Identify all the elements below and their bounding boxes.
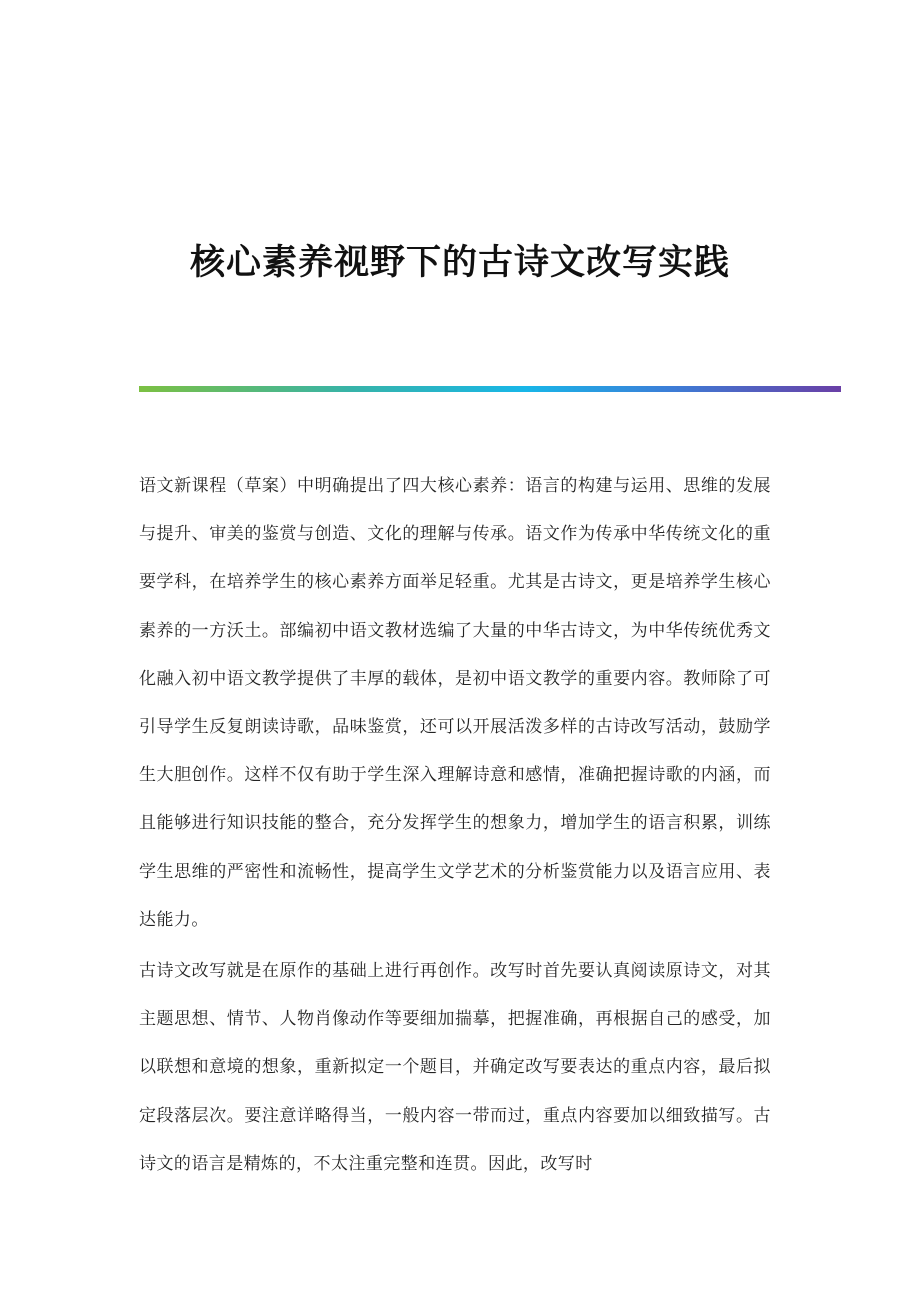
paragraph-1: 语文新课程（草案）中明确提出了四大核心素养：语言的构建与运用、思维的发展与提升、审美的鉴赏与创造、文化的理解与传承。语文作为传承中华传统文化的重要学科，在培养学生的核心素养方面举足轻重。尤其是古诗文，更是培养学生核心素养的一方沃土。部编初中语文教材选编了大量的中华古诗文，为中华传统优秀文化融入初中语文教学提供了丰厚的载体，是初中语文教学的重要内容。教师除了可引导学生反复朗读诗歌，品味鉴赏，还可以开展活泼多样的古诗改写活动，鼓励学生大胆创作。这样不仅有助于学生深入理解诗意和感情，准确把握诗歌的内涵，而且能够进行知识技能的整合，充分发挥学生的想象力，增加学生的语言积累，训练学生思维的严密性和流畅性，提高学生文学艺术的分析鉴赏能力以及语言应用、表达能力。	[139, 476, 771, 930]
document-title: 核心素养视野下的古诗文改写实践	[189, 242, 730, 284]
paragraph-2: 古诗文改写就是在原作的基础上进行再创作。改写时首先要认真阅读原诗文，对其主题思想、情节、人物肖像动作等要细加揣摹，把握准确，再根据自己的感受，加以联想和意境的想象，重新拟定一个题目，并确定改写要表达的重点内容，最后拟定段落层次。要注意详略得当，一般内容一带而过，重点内容要加以细致描写。古诗文的语言是精炼的，不太注重完整和连贯。因此，改写时	[139, 961, 771, 1174]
document-body	[139, 462, 771, 1188]
title-divider	[139, 386, 841, 392]
